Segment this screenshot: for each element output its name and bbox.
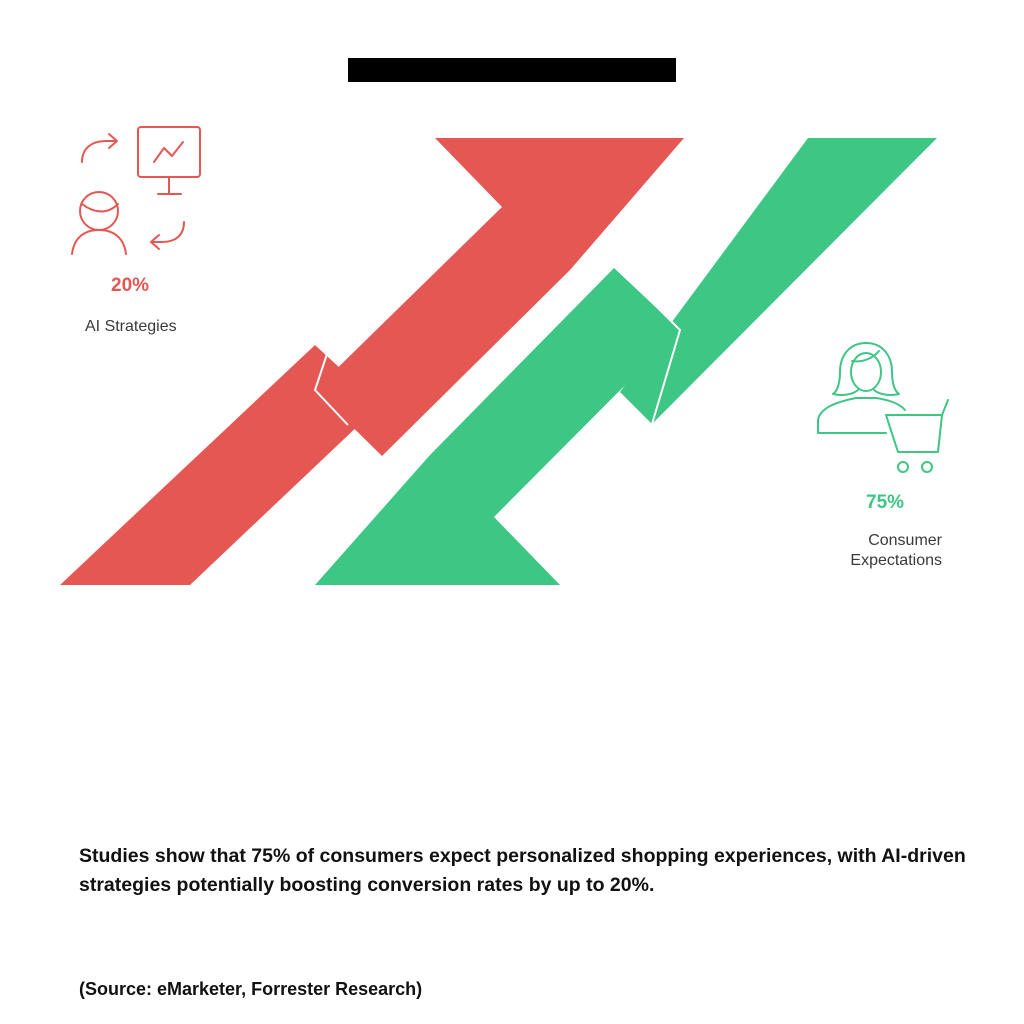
source-citation: (Source: eMarketer, Forrester Research) bbox=[79, 979, 423, 999]
consumer-expectations-value: 75% bbox=[866, 492, 905, 513]
ai-strategies-value: 20% bbox=[111, 275, 150, 296]
user-profile-icon bbox=[72, 192, 126, 254]
shopping-cart-icon bbox=[886, 400, 948, 472]
undo-arrow-icon bbox=[151, 222, 184, 249]
trend-chart-monitor-icon bbox=[138, 127, 200, 194]
redo-arrow-icon bbox=[82, 134, 117, 162]
summary-text: Studies show that 75% of consumers expect personalized shopping experiences, with AI-driven strategies potentially boosting conversion rates by up to 20%. bbox=[79, 845, 966, 896]
woman-avatar-icon bbox=[818, 343, 905, 433]
consumer-expectations-label: Consumer Expectations bbox=[850, 532, 942, 569]
ai-strategies-label: AI Strategies bbox=[85, 318, 177, 335]
green-arrow-tail bbox=[620, 138, 937, 424]
